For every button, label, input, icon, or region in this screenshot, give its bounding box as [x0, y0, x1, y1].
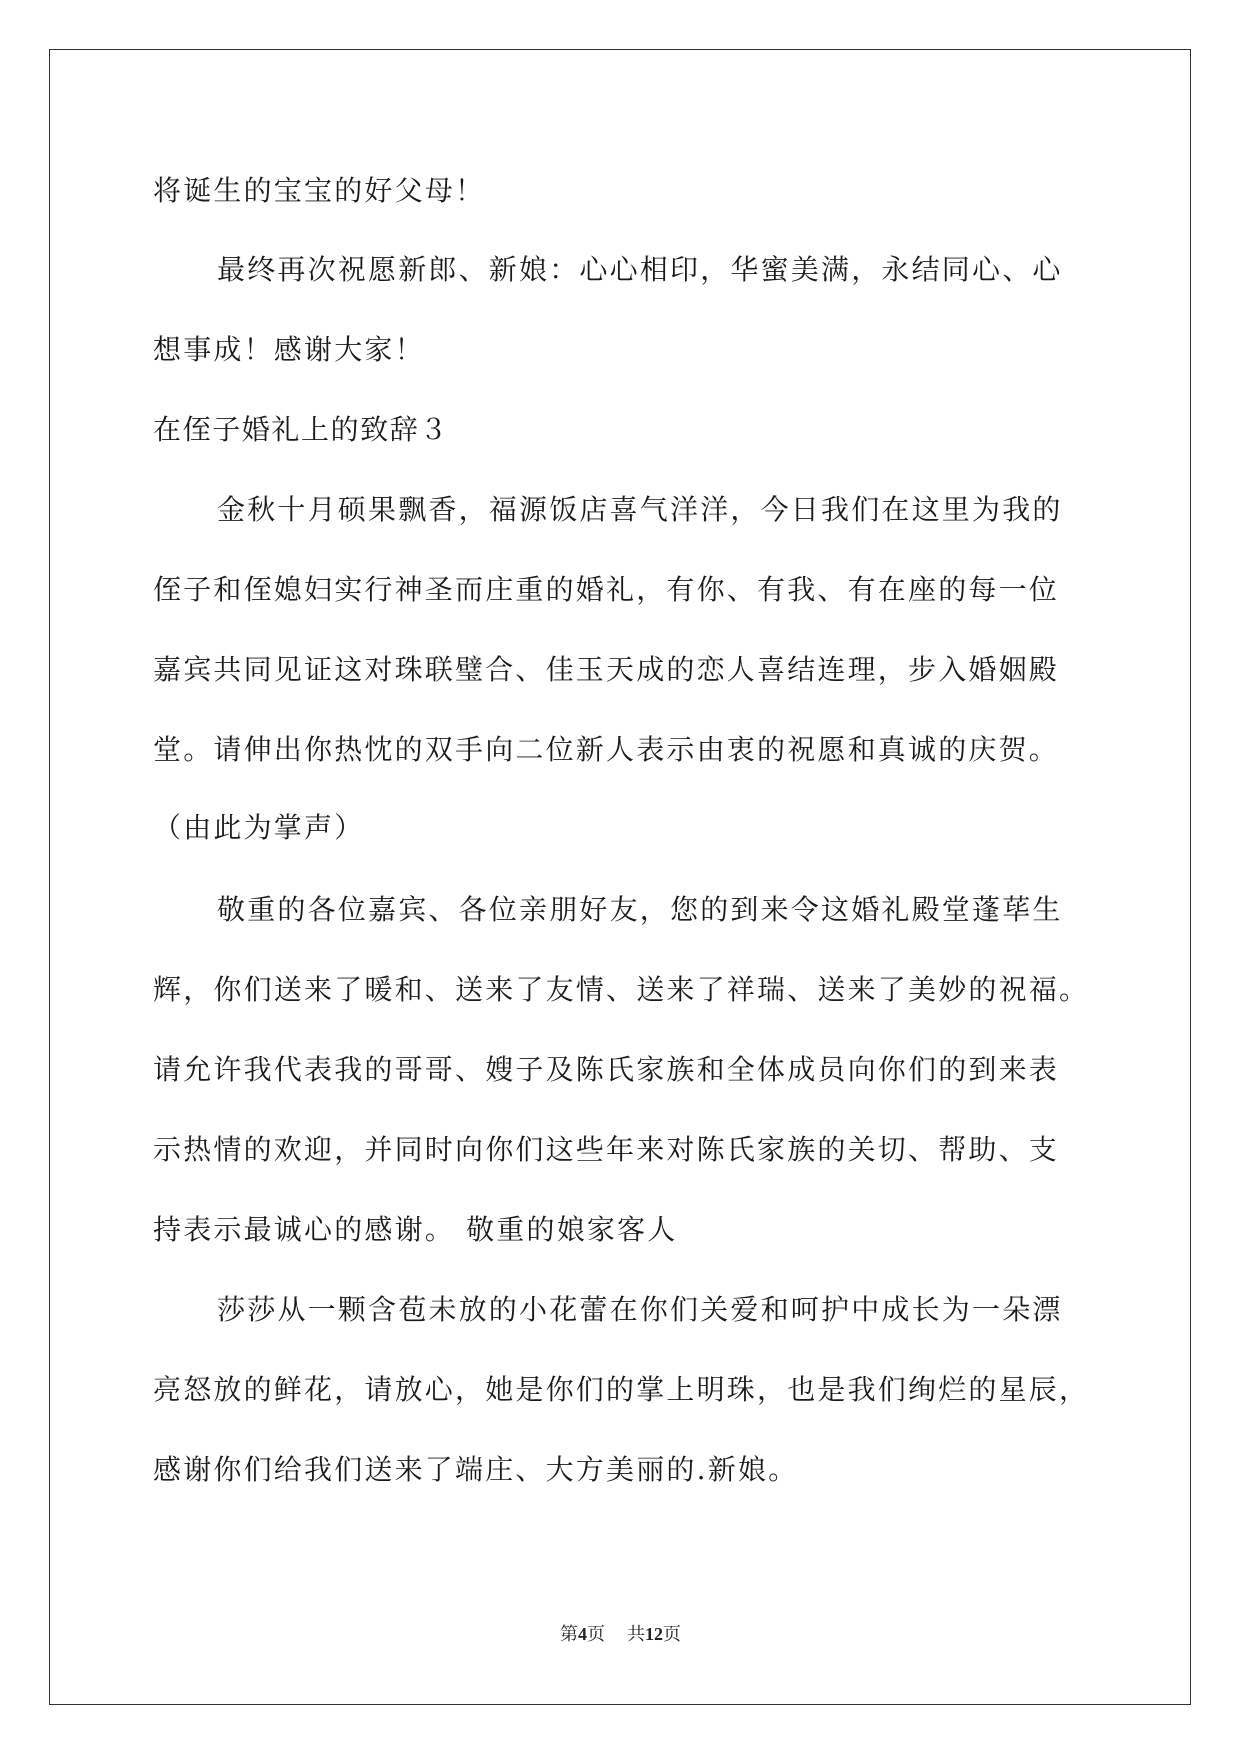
- footer-page-suffix: 页: [587, 1624, 605, 1644]
- text-line-13: 示热情的欢迎，并同时向你们这些年来对陈氏家族的关切、帮助、支: [153, 1133, 1060, 1166]
- footer-page-number: 4: [578, 1624, 587, 1644]
- text-line-16: 亮怒放的鲜花，请放心，她是你们的掌上明珠，也是我们绚烂的星辰，: [153, 1373, 1090, 1406]
- text-line-17: 感谢你们给我们送来了端庄、大方美丽的.新娘。: [153, 1453, 799, 1486]
- text-line-12: 请允许我代表我的哥哥、嫂子及陈氏家族和全体成员向你们的到来表: [153, 1053, 1060, 1086]
- text-line-15: 莎莎从一颗含苞未放的小花蕾在你们关爱和呵护中成长为一朵漂: [217, 1293, 1063, 1326]
- footer-total-suffix: 页: [663, 1624, 681, 1644]
- text-line-1: 将诞生的宝宝的好父母！: [153, 174, 486, 207]
- page-footer: [0, 1622, 1241, 1646]
- footer-page-prefix: 第: [560, 1624, 578, 1644]
- text-line-6: 侄子和侄媳妇实行神圣而庄重的婚礼，有你、有我、有在座的每一位: [153, 573, 1060, 606]
- text-line-10: 敬重的各位嘉宾、各位亲朋好友，您的到来令这婚礼殿堂蓬荜生: [217, 893, 1063, 926]
- text-line-11: 辉，你们送来了暖和、送来了友情、送来了祥瑞、送来了美妙的祝福。: [153, 973, 1090, 1006]
- footer-total-pages: 12: [645, 1624, 663, 1644]
- text-line-2: 最终再次祝愿新郎、新娘：心心相印，华蜜美满，永结同心、心: [217, 253, 1063, 286]
- footer-total-prefix: 共: [627, 1624, 645, 1644]
- section-heading: 在侄子婚礼上的致辞３: [153, 413, 450, 446]
- text-line-7: 嘉宾共同见证这对珠联璧合、佳玉天成的恋人喜结连理，步入婚姻殿: [153, 653, 1060, 686]
- text-line-8: 堂。请伸出你热忱的双手向二位新人表示由衷的祝愿和真诚的庆贺。: [153, 733, 1060, 766]
- text-line-3: 想事成！感谢大家！: [153, 333, 425, 366]
- text-line-14: 持表示最诚心的感谢。 敬重的娘家客人: [153, 1213, 678, 1246]
- text-line-9: （由此为掌声）: [153, 811, 365, 844]
- text-line-5: 金秋十月硕果飘香，福源饭店喜气洋洋，今日我们在这里为我的: [217, 493, 1063, 526]
